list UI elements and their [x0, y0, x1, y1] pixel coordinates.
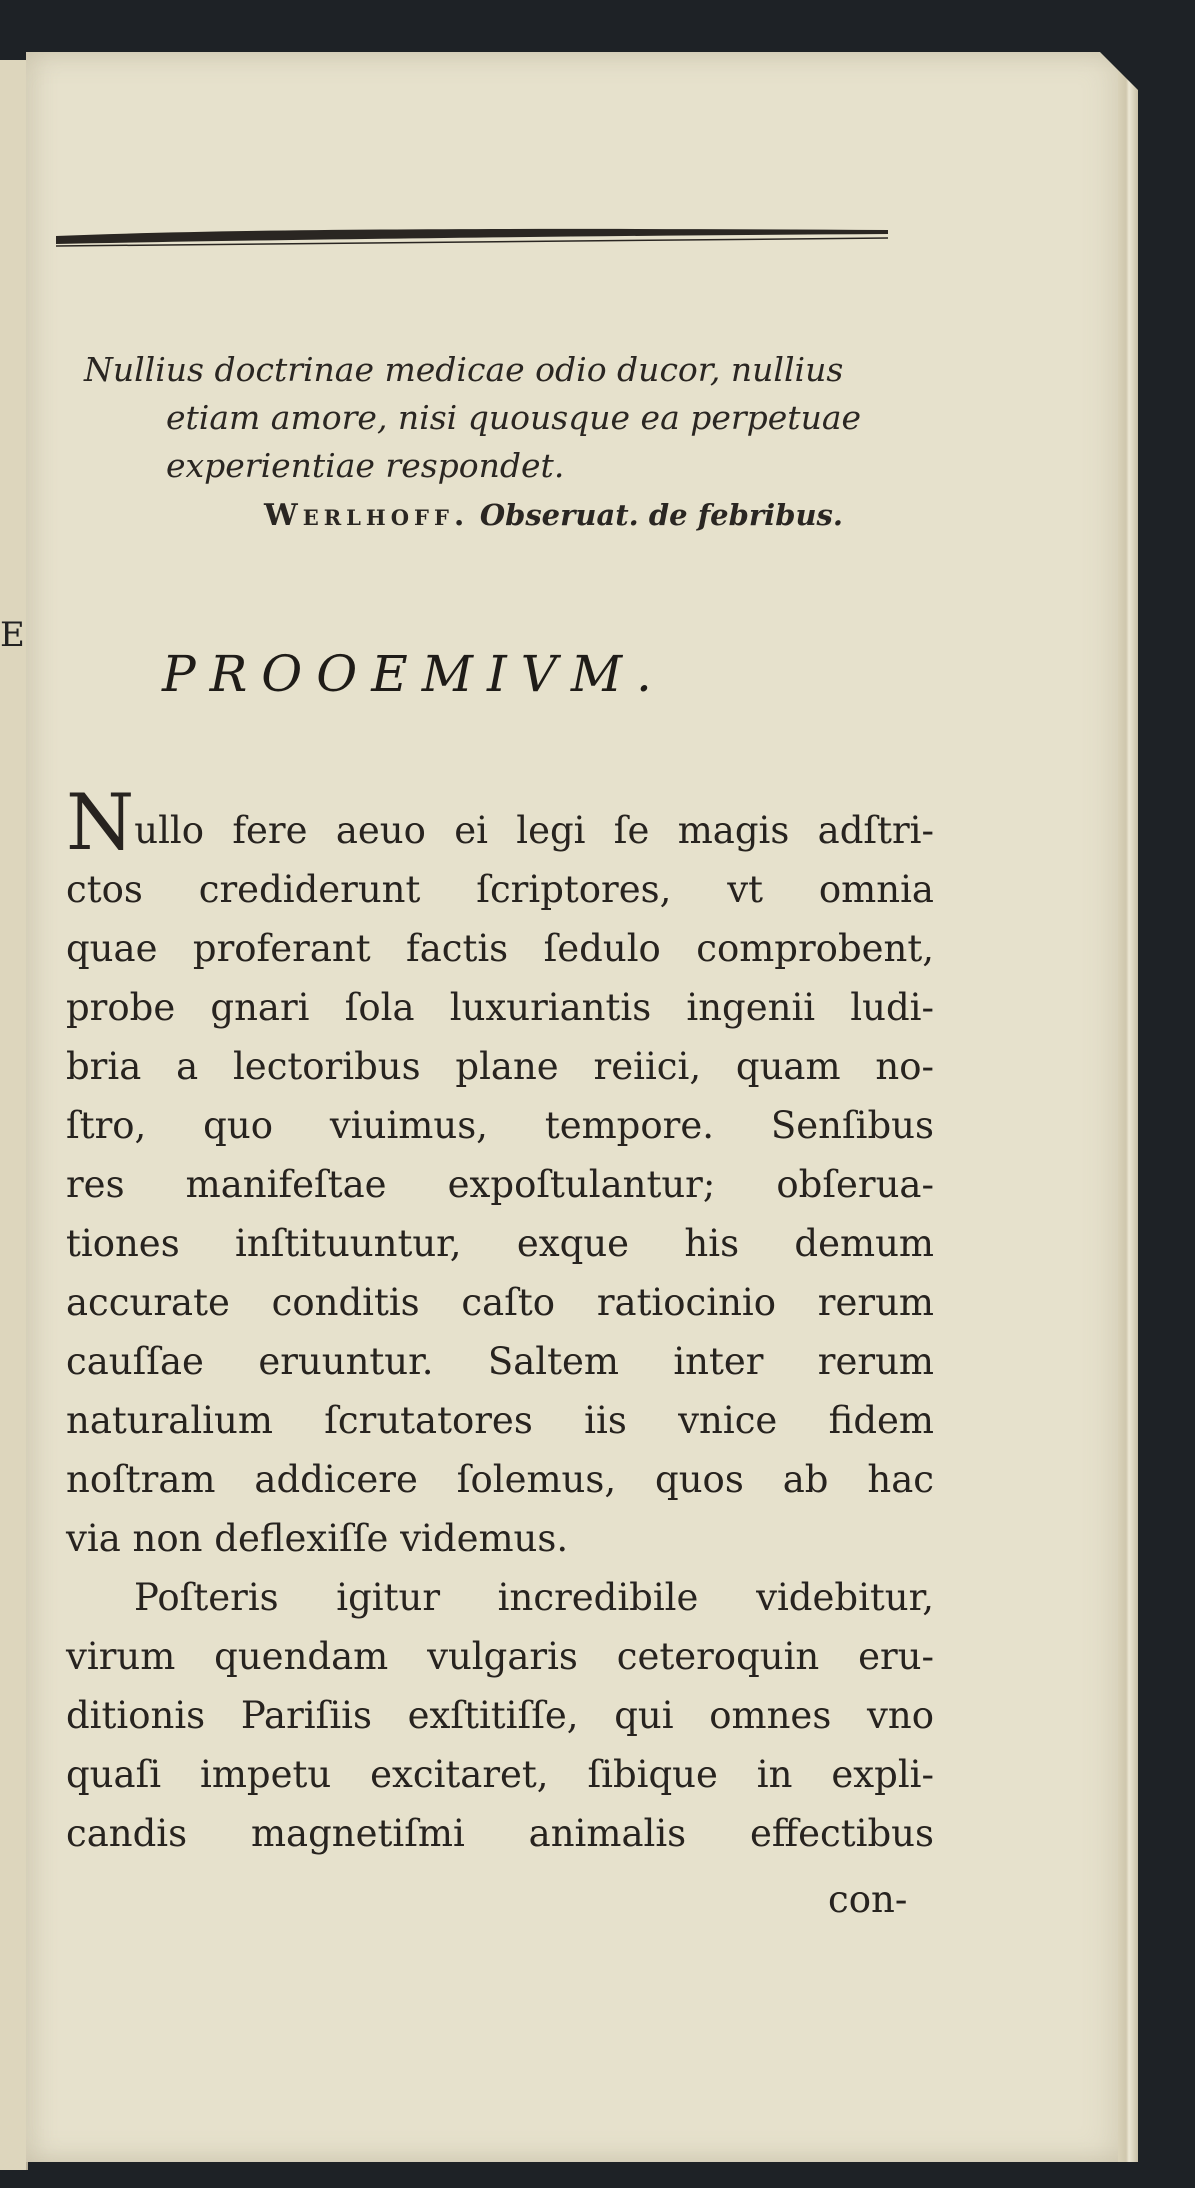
epigraph-work: Obseruat. de febribus. [479, 498, 843, 532]
epigraph-line-2: etiam amore, nisi quousque ea perpetuae [166, 398, 862, 437]
chapter-heading: PROOEMIVM. [162, 645, 666, 703]
paragraph-1-line-1: Nullo fere aeuo ei legi ſe magis adſtri- [66, 778, 934, 868]
paragraph-1-line: bria a lectoribus plane reiici, quam no- [66, 1045, 934, 1088]
epigraph [84, 346, 924, 540]
epigraph-line-3: experientiae respondet. [166, 446, 565, 485]
paragraph-1-line: tiones inſtituuntur, exque his demum [66, 1222, 934, 1265]
epigraph-attribution [84, 490, 924, 540]
previous-page-letter: E [0, 615, 25, 655]
paragraph-1-line: accurate conditis caſto ratiocinio rerum [66, 1281, 934, 1324]
body-text [66, 778, 934, 1863]
paragraph-2-line: quaſi impetu excitaret, ſibique in expli- [66, 1753, 934, 1796]
paragraph-2-line: virum quendam vulgaris ceteroquin eru- [66, 1635, 934, 1678]
drop-cap: N [66, 778, 135, 868]
paragraph-1-line: naturalium ſcrutatores iis vnice fidem [66, 1399, 934, 1442]
epigraph-author: Werlhoff. [264, 498, 470, 533]
paragraph-1-line: cauſſae eruuntur. Saltem inter rerum [66, 1340, 934, 1383]
epigraph-line-1: Nullius doctrinae medicae odio ducor, nullius [84, 350, 844, 389]
previous-page-edge [0, 60, 28, 2170]
page-fore-edge [1118, 52, 1138, 2162]
catchword: con- [828, 1878, 908, 1921]
paragraph-1-line: noſtram addicere ſolemus, quos ab hac [66, 1458, 934, 1501]
paragraph-1-line: probe gnari ſola luxuriantis ingenii ludi- [66, 986, 934, 1029]
paragraph-2-line: ditionis Pariſiis exſtitiſſe, qui omnes vno [66, 1694, 934, 1737]
paragraph-2-line: Poſteris igitur incredibile videbitur, [134, 1576, 934, 1619]
paragraph-1-line: via non deflexiſſe videmus. [66, 1517, 569, 1560]
paragraph-1-line: quae proferant factis ſedulo comprobent, [66, 927, 934, 970]
paragraph-1-line: ctos crediderunt ſcriptores, vt omnia [66, 868, 934, 911]
paragraph-1-line: ſtro, quo viuimus, tempore. Senſibus [66, 1104, 934, 1147]
ornamental-rule [56, 222, 888, 248]
paragraph-1-line: res manifeſtae expoſtulantur; obſerua- [66, 1163, 934, 1206]
paragraph-2-line: candis magnetiſmi animalis effectibus [66, 1812, 934, 1855]
